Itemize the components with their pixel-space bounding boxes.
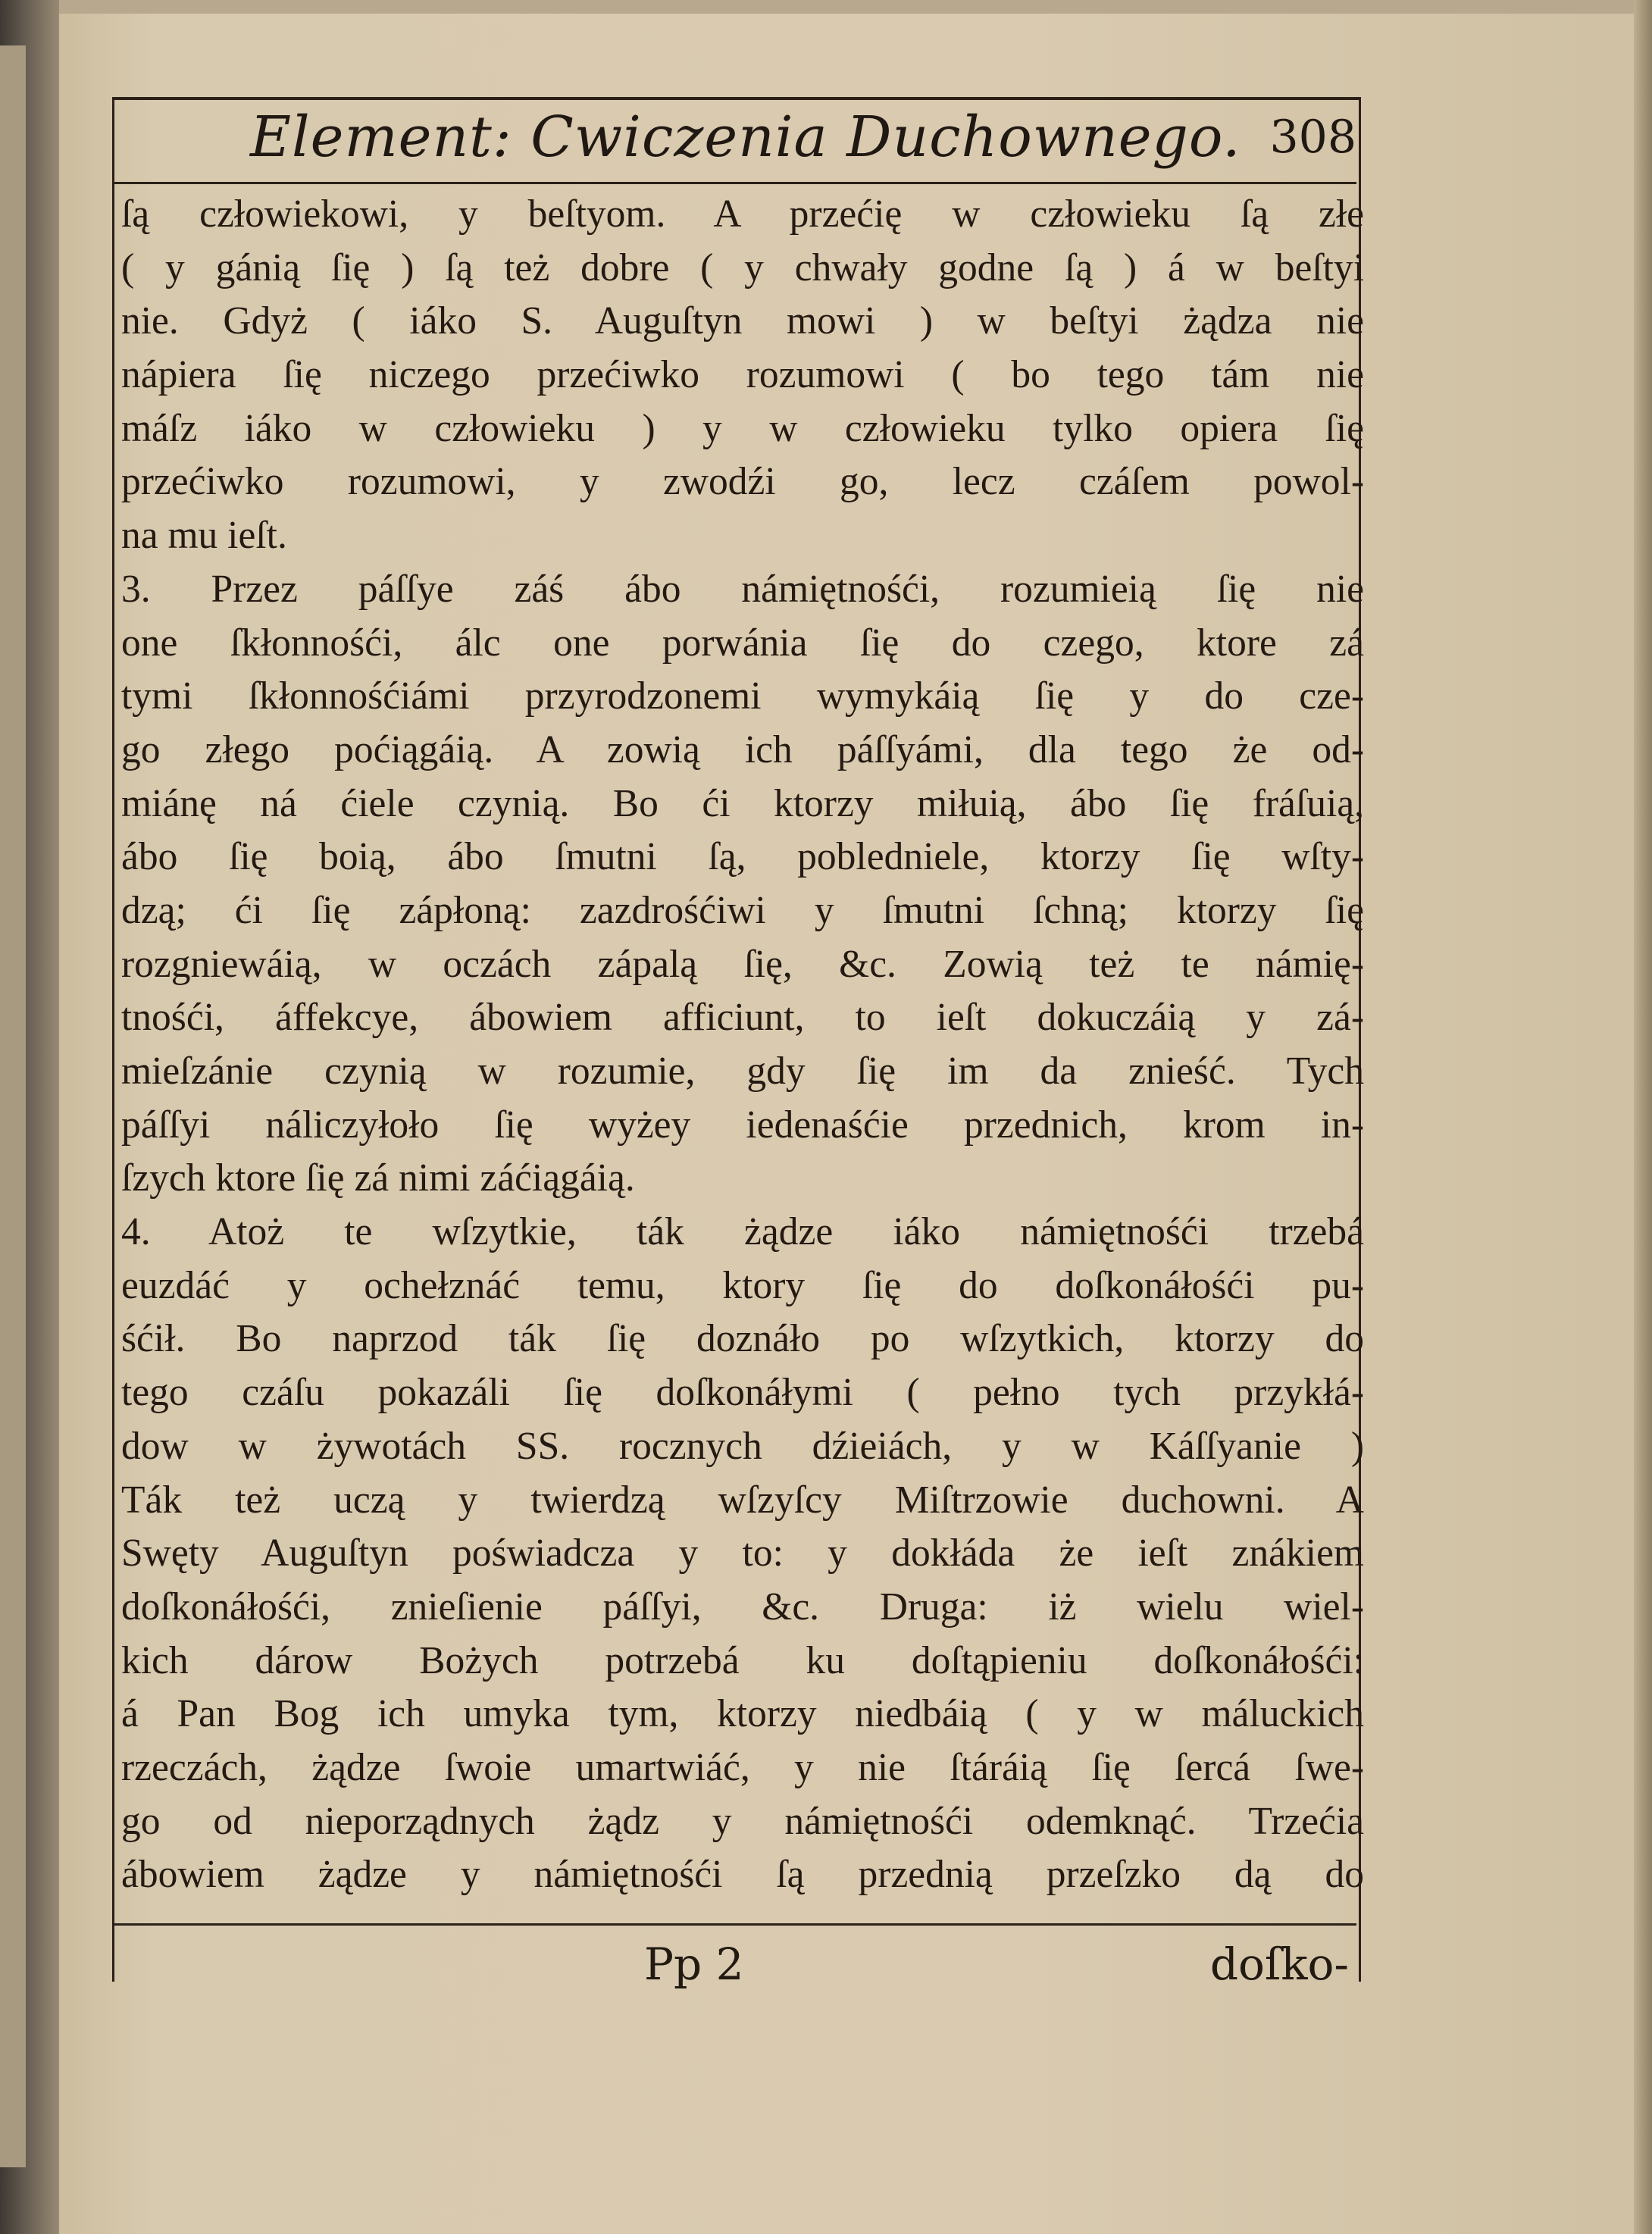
running-title: Element: Cwiczenia Duchownego. xyxy=(250,105,1241,170)
text-line: ábowiem żądze y námiętnośći ſą przednią przeſzko dą do xyxy=(121,1853,1364,1897)
facing-page-edge xyxy=(0,45,26,2167)
text-line: mieſzánie czynią w rozumie, gdy ſię im da znieść. Tych xyxy=(121,1050,1364,1093)
text-line: kich dárow Bożych potrzebá ku doſtąpieniu doſkonáłośći: xyxy=(121,1638,1364,1682)
text-line: dow w żywotách SS. rocznych dźieiách, y w Káſſyanie ) xyxy=(121,1424,1364,1468)
frame-left-rule xyxy=(112,99,114,1982)
text-line: Ták też uczą y twierdzą wſzyſcy Miſtrzowie duchowni. A xyxy=(121,1478,1364,1522)
text-line: 4. Atoż te wſzytkie, ták żądze iáko námiętnośći trzebá xyxy=(121,1210,1364,1254)
text-line: rozgniewáią, w oczách zápalą ſię, &c. Zowią też te námię- xyxy=(121,942,1364,986)
text-line: przećiwko rozumowi, y zwodźi go, lecz czáſem powol- xyxy=(121,460,1364,504)
text-line: ábo ſię boią, ábo ſmutni ſą, pobledniele, ktorzy ſię wſty- xyxy=(121,835,1364,879)
text-line: euzdáć y ochełznáć temu, ktory ſię do doſkonáłośći pu- xyxy=(121,1263,1364,1307)
text-line: á Pan Bog ich umyka tym, ktorzy niedbáią ( y w máluckich xyxy=(121,1692,1364,1736)
text-line: one ſkłonnośći, álc one porwánia ſię do czego, ktore zá xyxy=(121,621,1364,665)
frame-header-rule xyxy=(114,182,1356,184)
page-number: 308 xyxy=(1269,111,1356,164)
text-line: Swęty Auguſtyn poświadcza y to: y dokłáda że ieſt znákiem xyxy=(121,1532,1364,1575)
frame-bottom-rule xyxy=(114,1923,1356,1926)
page-footer xyxy=(121,1938,1364,1999)
text-line: tego czáſu pokazáli ſię doſkonáłymi ( pełno tych przykłá- xyxy=(121,1371,1364,1415)
frame-top-rule xyxy=(112,97,1361,100)
page-edge xyxy=(1634,0,1652,2234)
page-header xyxy=(114,105,1356,180)
catchword: doſko- xyxy=(1209,1938,1349,1990)
text-line: śćił. Bo naprzod ták ſię doznáło po wſzytkich, ktorzy do xyxy=(121,1317,1364,1361)
text-line: doſkonáłośći, znieſienie páſſyi, &c. Druga: iż wielu wiel- xyxy=(121,1585,1364,1629)
text-line: tnośći, áffekcye, ábowiem afficiunt, to ieſt dokuczáią y zá- xyxy=(121,996,1364,1040)
text-line: páſſyi náliczyłoło ſię wyżey iedenaśćie przednich, krom in- xyxy=(121,1103,1364,1147)
text-line: na mu ieſt. xyxy=(121,514,287,558)
text-line: ( y gánią ſię ) ſą też dobre ( y chwały godne ſą ) á w beſtyi xyxy=(121,246,1364,289)
text-line: nie. Gdyż ( iáko S. Auguſtyn mowi ) w beſtyi żądza nie xyxy=(121,299,1364,343)
text-line: máſz iáko w człowieku ) y w człowieku tylko opiera ſię xyxy=(121,406,1364,450)
text-line: 3. Przez páſſye záś ábo námiętnośći, rozumieią ſię nie xyxy=(121,567,1364,611)
text-line: go od nieporządnych żądz y námiętnośći odemknąć. Trzećia xyxy=(121,1799,1364,1843)
body-text xyxy=(121,188,1364,1902)
text-line: go złego poćiągáią. A zowią ich páſſyámi, dla tego że od- xyxy=(121,727,1364,771)
text-line: ſą człowiekowi, y beſtyom. A przećię w człowieku ſą złe xyxy=(121,192,1364,236)
text-line: tymi ſkłonnośćiámi przyrodzonemi wymykáią ſię y do cze- xyxy=(121,674,1364,718)
text-line: nápiera ſię niczego przećiwko rozumowi ( bo tego tám nie xyxy=(121,353,1364,397)
text-line: rzeczách, żądze ſwoie umartwiáć, y nie ſtáráią ſię ſercá ſwe- xyxy=(121,1745,1364,1789)
text-line: miánę ná ćiele czynią. Bo ći ktorzy miłuią, ábo ſię fráſuią, xyxy=(121,781,1364,825)
text-line: ſzych ktore ſię zá nimi záćiągáią. xyxy=(121,1156,635,1200)
text-line: dzą; ći ſię zápłoną: zazdrośćiwi y ſmutni ſchną; ktorzy ſię xyxy=(121,888,1364,932)
signature-mark: Pp 2 xyxy=(644,1938,744,1990)
